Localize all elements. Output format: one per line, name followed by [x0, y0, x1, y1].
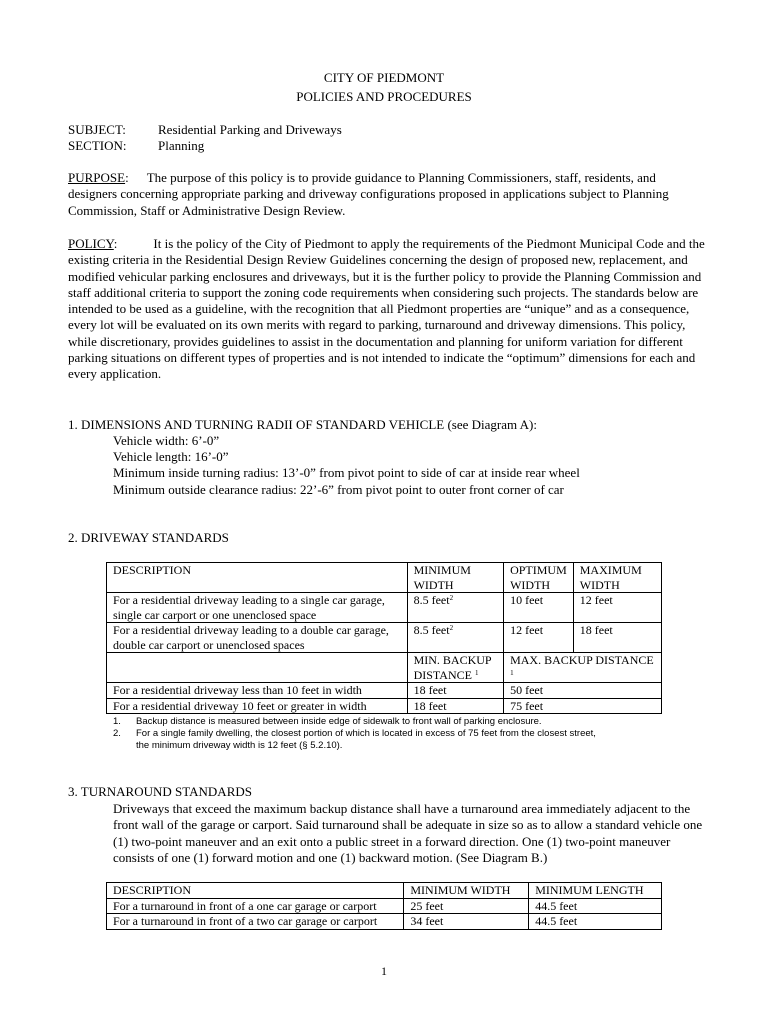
turnaround-standards-table: [106, 882, 662, 930]
policy-paragraph: POLICY: It is the policy of the City of Piedmont to apply the requirements of the Piedmont Municipal Code and the existing criteria in the Residential Design Review Guidelines concerning the design of proposed new, replacement, and modified vehicular parking enclosures and driveways, but it is the further policy to provide the Planning Commission and staff additional criteria to support the zoning code requirements when considering such projects. The standards below are intended to be used as a guideline, with the recognition that all Piedmont properties are “unique” and as a consequence, every lot will be evaluated on its own merits with regard to parking, turnaround and driveway dimensions. This policy, while discretionary, provides guidelines to assist in the documentation and planning for uniform variation for different parking situations on different types of properties and is not intended to indicate the “optimum” dimensions for each and every application.: [68, 236, 705, 382]
row-min-width: 8.5 feet$^2$: [407, 593, 504, 623]
row-description: For a turnaround in front of a one car garage or carport: [107, 898, 404, 914]
purpose-paragraph: PURPOSE: The purpose of this policy is to provide guidance to Planning Commissioners, staff, residents, and designers concerning appropriate parking and driveway configurations proposed in applications subject to Planning Commission, Staff or Administrative Design Review.: [68, 170, 669, 218]
col-maximum-width: MAXIMUM WIDTH: [573, 563, 661, 593]
purpose-label: PURPOSE: [68, 170, 126, 185]
subject-label: SUBJECT:: [68, 122, 126, 137]
row-max-width: 18 feet: [573, 623, 661, 653]
policy-text: It is the policy of the City of Piedmont to apply the requirements of the Piedmont Municipal Code and the existing criteria in the Residential Design Review Guidelines concerning the design of proposed new, replacement, and modified vehicular parking enclosures and driveways, but it is the further policy to provide the Planning Commission and staff additional criteria to support the zoning code requirements when considering such projects. The standards below are intended to be used as a guideline, with the recognition that all Piedmont properties are “unique” and as a consequence, every lot will be evaluated on its own merits with regard to parking, turnaround and driveway dimensions. This policy, while discretionary, provides guidelines to assist in the documentation and planning for uniform variation for different parking situations on different types of properties and is not intended to indicate the “optimum” dimensions for each and every application.: [68, 236, 705, 382]
row-max-backup: 75 feet: [504, 698, 662, 714]
row-description: For a residential driveway less than 10 feet in width: [107, 683, 408, 699]
footnote-2-text: For a single family dwelling, the closest portion of which is located in excess of 75 feet from the closest street,: [136, 728, 596, 739]
row-description: For a residential driveway leading to a double car garage, double car carport or unenclosed spaces: [107, 623, 408, 653]
vehicle-length: Vehicle length: 16’-0”: [113, 449, 229, 464]
driveway-standards-table: [106, 562, 662, 714]
row-min-backup: 18 feet: [407, 683, 504, 699]
row-max-backup: 50 feet: [504, 683, 662, 699]
turnaround-paragraph: Driveways that exceed the maximum backup distance shall have a turnaround area immediately adjacent to the front wall of the garage or carport. Said turnaround shall be adequate in size so as to allow a standard vehicle one (1) two-point maneuver and an exit onto a public street in a forward direction. One (1) two-point maneuver consists of one (1) forward motion and one (1) backward motion. (See Diagram B.): [113, 801, 703, 865]
table-row: [107, 593, 662, 623]
vehicle-width: Vehicle width: 6’-0”: [113, 433, 220, 448]
table-row: [107, 683, 662, 699]
row-min-width: 25 feet: [404, 898, 529, 914]
table-header-row: [107, 883, 662, 899]
row-description: For a turnaround in front of a two car garage or carport: [107, 914, 404, 930]
table-row: [107, 623, 662, 653]
footnote-2-number: 2.: [113, 728, 121, 739]
col-minimum-width: MINIMUM WIDTH: [407, 563, 504, 593]
col-optimum-width: OPTIMUM WIDTH: [504, 563, 574, 593]
row-min-backup: 18 feet: [407, 698, 504, 714]
row-max-width: 12 feet: [573, 593, 661, 623]
footnote-1-number: 1.: [113, 716, 121, 727]
col-description: DESCRIPTION: [107, 883, 404, 899]
row-description: For a residential driveway 10 feet or greater in width: [107, 698, 408, 714]
outside-clearance-radius: Minimum outside clearance radius: 22’-6” from pivot point to outer front corner of car: [113, 482, 564, 497]
col-minimum-width: MINIMUM WIDTH: [404, 883, 529, 899]
row-opt-width: 12 feet: [504, 623, 574, 653]
col-max-backup-distance: MAX. BACKUP DISTANCE $^1$: [504, 653, 662, 683]
inside-turning-radius: Minimum inside turning radius: 13’-0” from pivot point to side of car at inside rear wheel: [113, 465, 580, 480]
row-min-length: 44.5 feet: [529, 914, 662, 930]
col-minimum-length: MINIMUM LENGTH: [529, 883, 662, 899]
table-row: [107, 898, 662, 914]
col-description: DESCRIPTION: [107, 563, 408, 593]
row-min-width: 8.5 feet$^2$: [407, 623, 504, 653]
row-min-length: 44.5 feet: [529, 898, 662, 914]
document-subtitle: POLICIES AND PROCEDURES: [296, 89, 472, 104]
row-min-width: 34 feet: [404, 914, 529, 930]
subject-value: Residential Parking and Driveways: [158, 122, 342, 137]
footnote-1-text: Backup distance is measured between inside edge of sidewalk to front wall of parking enclosure.: [136, 716, 542, 727]
row-opt-width: 10 feet: [504, 593, 574, 623]
footnote-2-text-cont: the minimum driveway width is 12 feet (§ 5.2.10).: [136, 740, 343, 751]
section-label: SECTION:: [68, 138, 127, 153]
section-1-heading: 1. DIMENSIONS AND TURNING RADII OF STANDARD VEHICLE (see Diagram A):: [68, 417, 537, 432]
row-description: For a residential driveway leading to a single car garage, single car carport or one unenclosed space: [107, 593, 408, 623]
section-2-heading: 2. DRIVEWAY STANDARDS: [68, 530, 229, 545]
table-header-row: [107, 563, 662, 593]
table-row: [107, 914, 662, 930]
purpose-text: The purpose of this policy is to provide guidance to Planning Commissioners, staff, residents, and designers concerning appropriate parking and driveway configurations proposed in applications subject to Planning Commission, Staff or Administrative Design Review.: [68, 170, 669, 218]
policy-label: POLICY: [68, 236, 114, 251]
document-title: CITY OF PIEDMONT: [323, 70, 445, 85]
section-3-heading: 3. TURNAROUND STANDARDS: [68, 784, 252, 799]
table-row: [107, 698, 662, 714]
col-min-backup-distance: MIN. BACKUP DISTANCE $^1$: [407, 653, 504, 683]
page-number: 1: [381, 964, 387, 978]
section-value: Planning: [158, 138, 205, 153]
table-subheader-row: [107, 653, 662, 683]
